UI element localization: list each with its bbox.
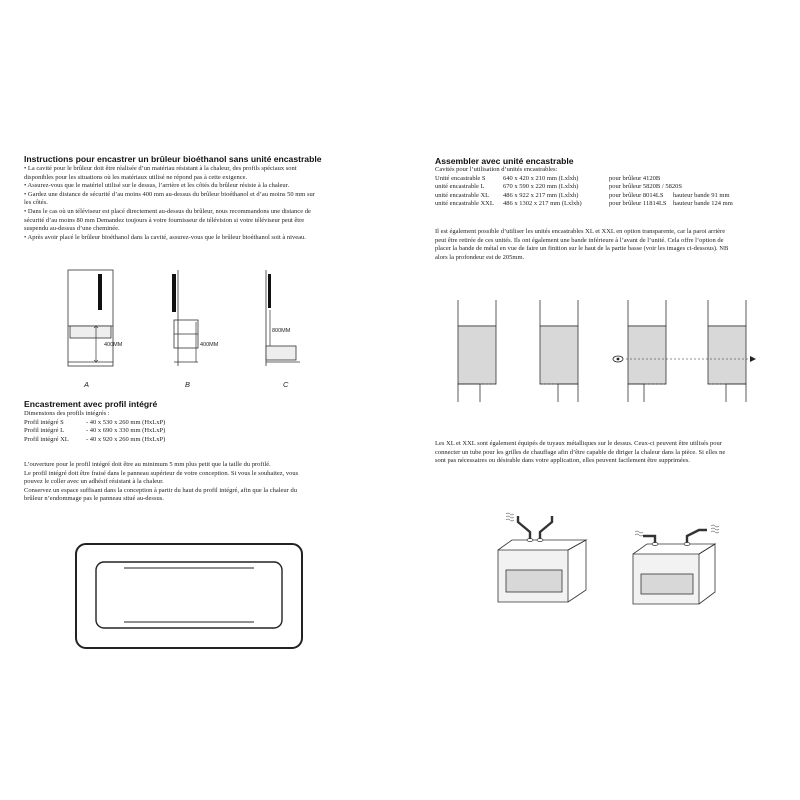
pipes-text bbox=[435, 440, 725, 466]
text-line: Conservez un espace suffisant dans la conception à partir du haut du profil intégré, afin que la chaleur du bbox=[24, 486, 297, 494]
unit-name: Unité encastrable S bbox=[435, 174, 486, 182]
unit-with-pipes-drawing-1 bbox=[490, 510, 605, 610]
text-line: sont pas nécessaires ou désirable dans votre application, elles peuvent facilement être supprimées. bbox=[435, 457, 690, 465]
profile-row bbox=[24, 419, 165, 428]
dims-title: Dimensions des profils intégrés : bbox=[24, 410, 110, 417]
text-line: • Assurez-vous que le matériel utilisé sur le dessus, l’arrière et les côtés du brûleur résiste à la chaleur. bbox=[24, 182, 290, 190]
text-line: • La cavité pour le brûleur doit être réalisée d’un matériau résistant à la chaleur, des profils spéciaux sont bbox=[24, 165, 297, 172]
figure-label-a: A bbox=[84, 380, 90, 389]
text-line: alors la profondeur est de 205mm. bbox=[435, 253, 525, 261]
profile-name: Profil intégré S bbox=[24, 418, 64, 426]
text-line: peut être retirée de ces unités. Ils ont également une bande inférieure à l’avant de l’unité. Cela offre l’option de bbox=[435, 236, 724, 244]
profile-dims: - 40 x 920 x 260 mm (HxLxP) bbox=[86, 435, 166, 443]
unit-name: unité encastrable L bbox=[435, 183, 485, 191]
text-line: pouvez le coller avec un adhésif résistant à la chaleur. bbox=[24, 478, 164, 486]
figure-a-diagram bbox=[60, 262, 140, 377]
profile-name: Profil intégré XL bbox=[24, 435, 69, 443]
text-line: Le profil intégré doit être fraisé dans le panneau supérieur de votre conception. Si vous le souhaitez, vous bbox=[24, 469, 299, 477]
figure-label-c: C bbox=[283, 380, 289, 389]
tv-panel bbox=[268, 274, 271, 308]
unit-dims: 670 x 590 x 220 mm (Lxlxh) bbox=[503, 183, 579, 191]
text-line: • Dans le cas où un téléviseur est placé directement au-dessus du brûleur, nous recommandons une distance de bbox=[24, 207, 311, 215]
dimension-label: 400MM bbox=[200, 342, 219, 348]
unit-row bbox=[435, 200, 733, 209]
text-line: connecter un tube pour les grilles de chauffage afin d’être capable de diriger la chaleur dans la pièce. Si elles ne bbox=[435, 448, 726, 456]
unit-row bbox=[435, 192, 733, 201]
integrated-profile-drawing bbox=[74, 542, 306, 652]
unit-row bbox=[435, 183, 733, 192]
text-line: placer la bande de métal en vue de faire un finition sur le haut de la partie basse (voir les images ci-dessous). NB bbox=[435, 245, 729, 253]
profil-text bbox=[24, 461, 298, 504]
unit-dims: 486 x 922 x 217 mm (Lxlxh) bbox=[503, 191, 579, 199]
unit-burner: pour brûleur 11814LS bbox=[609, 200, 667, 208]
section-title-profil: Encastrement avec profil intégré bbox=[24, 399, 158, 409]
arrow-icon bbox=[750, 356, 756, 362]
section-title-assembler: Assembler avec unité encastrable bbox=[435, 156, 574, 166]
unit-cross-sections bbox=[440, 296, 770, 406]
text-line: les côtés. bbox=[24, 199, 48, 207]
tv-panel bbox=[98, 274, 102, 310]
unit-dims: 486 x 1302 x 217 mm (Lxlxh) bbox=[503, 200, 582, 208]
unit-burner: pour brûleur 4120B bbox=[609, 174, 661, 182]
unit-dims: 640 x 420 x 210 mm (Lxlxh) bbox=[503, 174, 579, 182]
figure-c-diagram bbox=[258, 262, 338, 377]
unit-with-pipes-drawing-2 bbox=[625, 520, 735, 610]
instructions-text bbox=[24, 165, 364, 242]
unit-strip: hauteur bande 91 mm bbox=[673, 191, 730, 199]
profile-row bbox=[24, 436, 165, 445]
text-line: L’ouverture pour le profil intégré doit être au minimum 5 mm plus petit que la taille du profilé. bbox=[24, 461, 271, 468]
profile-dims: - 40 x 530 x 260 mm (HxLxP) bbox=[86, 418, 166, 426]
text-line: suspendu au-dessus d’une cheminée. bbox=[24, 225, 120, 233]
dimension-label: 400MM bbox=[104, 342, 123, 348]
unit-row bbox=[435, 175, 733, 184]
text-line: brûleur n’endommage pas le panneau situé au-dessus. bbox=[24, 495, 164, 503]
transparent-option-text bbox=[435, 228, 728, 262]
text-line: • Gardez une distance de sécurité d’au moins 400 mm au-dessus du brûleur bioéthanol et d’au moins 50 mm sur bbox=[24, 190, 315, 198]
heat-waves-icon bbox=[506, 513, 514, 521]
text-line: sécurité d’au moins 80 mm Demandez toujours à votre fournisseur de télévision si votre téléviseur peut être bbox=[24, 216, 305, 224]
figure-label-b: B bbox=[185, 380, 191, 389]
text-line: disponibles pour les situations où les matériaux utilisé ne répond pas à cette exigence. bbox=[24, 173, 248, 181]
tv-panel bbox=[172, 274, 176, 312]
profile-name: Profil intégré L bbox=[24, 427, 65, 435]
unit-name: unité encastrable XXL bbox=[435, 200, 494, 208]
text-line: Les XL et XXL sont également équipés de tuyaux métalliques sur le dessus. Ceux-ci peuvent être utilisés pour bbox=[435, 440, 722, 447]
text-line: • Après avoir placé le brûleur bioéthanol dans la cavité, assurez-vous que le brûleur bioéthanol soit à niveau. bbox=[24, 233, 306, 241]
dimension-label: 800MM bbox=[272, 328, 291, 334]
profil-dimensions bbox=[24, 410, 165, 444]
profile-row bbox=[24, 427, 165, 436]
units-intro: Cavités pour l’utilisation d’unités encastrables: bbox=[435, 166, 558, 173]
units-block bbox=[435, 166, 733, 209]
text-line: Il est également possible d’utiliser les unités encastrables XL et XXL en option transparente, car la paroi arrière bbox=[435, 228, 726, 235]
unit-name: unité encastrable XL bbox=[435, 191, 490, 199]
section-title-instructions: Instructions pour encastrer un brûleur bioéthanol sans unité encastrable bbox=[24, 154, 322, 164]
unit-burner: pour brûleur 8014LS bbox=[609, 191, 664, 199]
profile-dims: - 40 x 690 x 330 mm (HxLxP) bbox=[86, 427, 166, 435]
eye-icon bbox=[613, 356, 623, 362]
unit-strip: hauteur bande 124 mm bbox=[673, 200, 733, 208]
figure-b-diagram bbox=[160, 262, 240, 377]
unit-burner: pour brûleur 5820B / 5820S bbox=[609, 183, 682, 191]
